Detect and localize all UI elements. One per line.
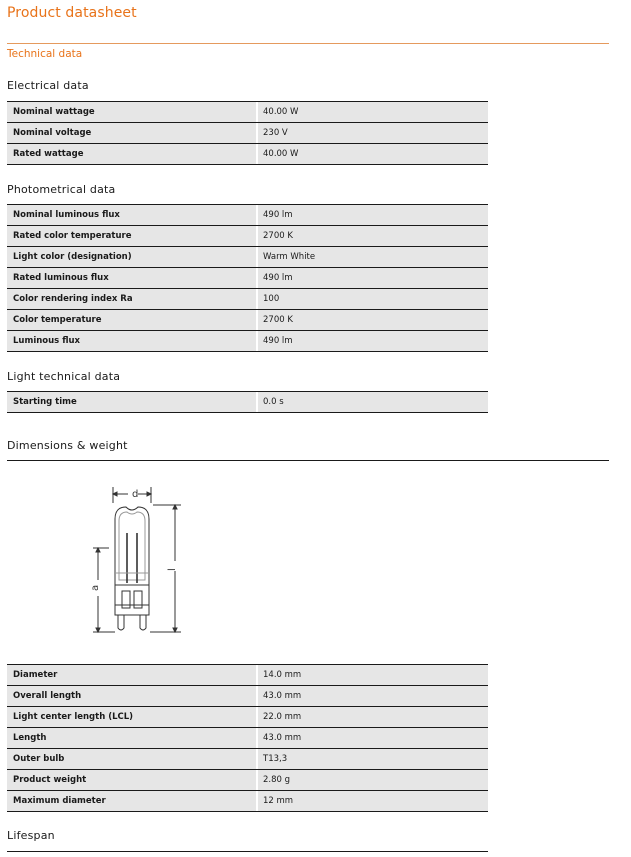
table-row [7, 144, 488, 165]
table-row [7, 268, 488, 289]
table-row [7, 331, 488, 352]
row-value: 14.0 mm [258, 665, 488, 685]
row-value: 2700 K [258, 310, 488, 330]
row-label: Outer bulb [7, 749, 256, 769]
table-row [7, 123, 488, 144]
table-row [7, 791, 488, 812]
drawing-label-d: d [132, 489, 139, 500]
row-value: 0.0 s [258, 392, 488, 412]
dimensions-divider [7, 460, 609, 461]
row-value: 22.0 mm [258, 707, 488, 727]
row-label: Nominal wattage [7, 102, 256, 122]
row-label: Starting time [7, 392, 256, 412]
table-row [7, 770, 488, 791]
table-row [7, 310, 488, 331]
row-value: 100 [258, 289, 488, 309]
drawing-label-l: l [167, 568, 178, 571]
row-value: 43.0 mm [258, 728, 488, 748]
photometrical-table [7, 204, 488, 352]
row-label: Rated luminous flux [7, 268, 256, 288]
table-row [7, 205, 488, 226]
table-row [7, 707, 488, 728]
row-value: 2.80 g [258, 770, 488, 790]
row-label: Maximum diameter [7, 791, 256, 811]
row-value: 490 lm [258, 268, 488, 288]
table-row [7, 226, 488, 247]
table-row [7, 686, 488, 707]
table-row [7, 289, 488, 310]
drawing-label-a: a [90, 584, 101, 591]
table-row [7, 392, 488, 413]
document-title: Product datasheet [7, 5, 137, 21]
row-value: T13,3 [258, 749, 488, 769]
row-label: Rated wattage [7, 144, 256, 164]
row-label: Color rendering index Ra [7, 289, 256, 309]
row-label: Length [7, 728, 256, 748]
row-label: Diameter [7, 665, 256, 685]
electrical-table [7, 101, 488, 165]
row-label: Nominal voltage [7, 123, 256, 143]
row-label: Light color (designation) [7, 247, 256, 267]
document-subtitle: Technical data [7, 48, 83, 60]
header-divider [7, 43, 609, 44]
row-label: Luminous flux [7, 331, 256, 351]
row-label: Color temperature [7, 310, 256, 330]
lamp-dimension-drawing [88, 485, 188, 640]
table-row [7, 102, 488, 123]
table-row [7, 749, 488, 770]
row-label: Rated color temperature [7, 226, 256, 246]
table-row [7, 665, 488, 686]
lifespan-divider [7, 851, 488, 852]
row-label: Light center length (LCL) [7, 707, 256, 727]
row-value: 40.00 W [258, 102, 488, 122]
row-label: Overall length [7, 686, 256, 706]
row-label: Nominal luminous flux [7, 205, 256, 225]
section-heading-electrical: Electrical data [7, 79, 89, 92]
table-row [7, 247, 488, 268]
section-heading-photometrical: Photometrical data [7, 183, 116, 196]
row-value: 490 lm [258, 205, 488, 225]
row-value: 40.00 W [258, 144, 488, 164]
row-value: 230 V [258, 123, 488, 143]
section-heading-light-technical: Light technical data [7, 370, 121, 383]
row-value: 2700 K [258, 226, 488, 246]
section-heading-dimensions: Dimensions & weight [7, 439, 128, 452]
row-label: Product weight [7, 770, 256, 790]
light-technical-table [7, 391, 488, 413]
row-value: 12 mm [258, 791, 488, 811]
row-value: 490 lm [258, 331, 488, 351]
table-row [7, 728, 488, 749]
dimensions-table [7, 664, 488, 812]
row-value: 43.0 mm [258, 686, 488, 706]
section-heading-lifespan: Lifespan [7, 829, 55, 842]
row-value: Warm White [258, 247, 488, 267]
